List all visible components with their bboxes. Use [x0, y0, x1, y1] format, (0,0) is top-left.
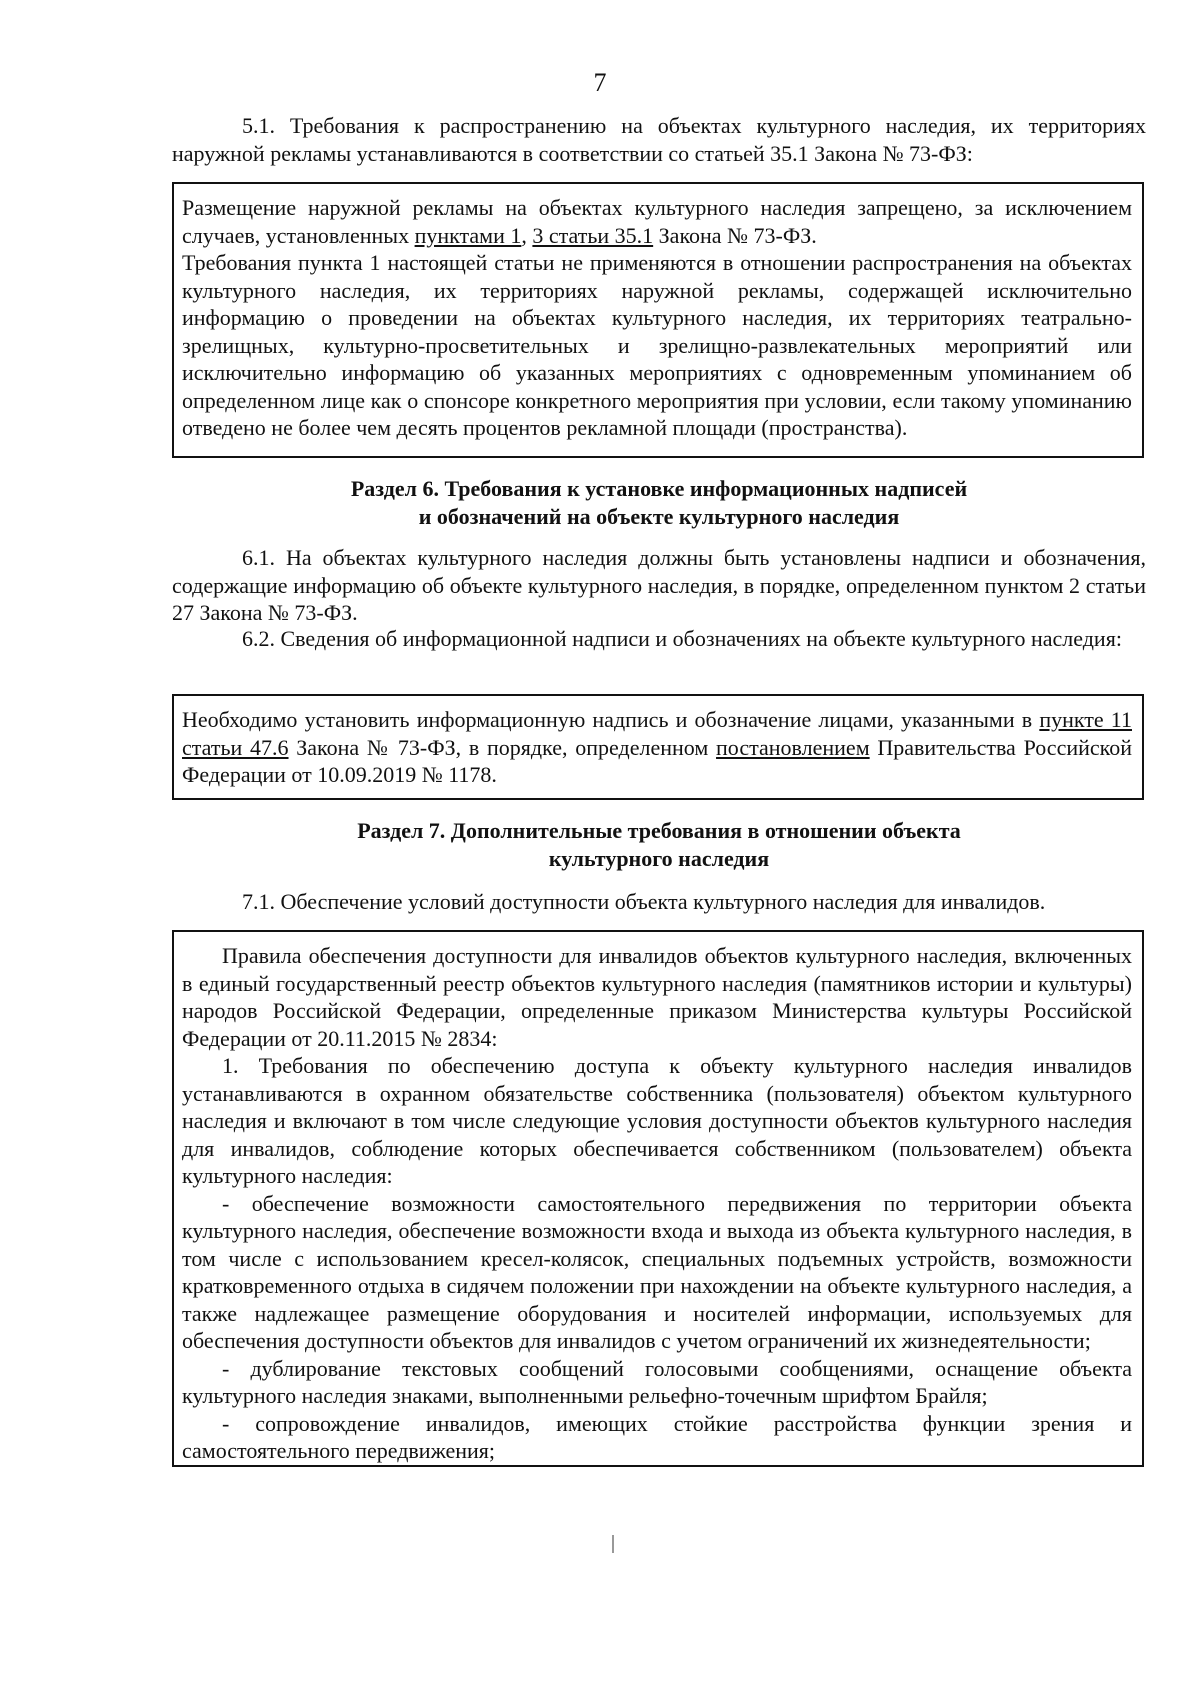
- section-6-heading-line1: Раздел 6. Требования к установке информационных надписей: [350, 476, 968, 501]
- accessibility-list-item-movement: - обеспечение возможности самостоятельного передвижения по территории объекта культурного наследия, обеспечение возможности входа и выхода из объекта культурного наследия, в том числе с использованием кресел-колясок, специальных подъемных устройств, возможности кратковременного отдыха в сидячем положении при нахождении на объекте культурного наследия, а также надлежащее размещение оборудования и носителей информации, используемых для обеспечения доступности объектов для инвалидов с учетом ограничений их жизнедеятельности;: [182, 1190, 1132, 1353]
- page-number: 7: [593, 68, 607, 97]
- paragraph-6-2: 6.2. Сведения об информационной надписи и обозначениях на объекте культурного наследия:: [242, 626, 1122, 651]
- sign-text-middle: Закона № 73-ФЗ, в порядке, определенном: [288, 734, 717, 760]
- sign-text-start: Необходимо установить информационную надпись и обозначение лицами, указанными в: [182, 707, 1040, 732]
- prohibition-text-end: Закона № 73-ФЗ.: [653, 222, 817, 248]
- section-6-heading: [172, 475, 1146, 531]
- accessibility-requirement-1: 1. Требования по обеспечению доступа к объекту культурного наследия инвалидов устанавливаются в охранном обязательстве собственника (пользователя) объектом культурного наследия и включают в том числе следующие условия доступности объектов культурного наследия для инвалидов, соблюдение которых обеспечивается собственником (пользователем) объекта культурного наследия:: [182, 1053, 1132, 1188]
- paragraph-7-1: 7.1. Обеспечение условий доступности объекта культурного наследия для инвалидов.: [242, 889, 1046, 914]
- information-sign-text: [182, 706, 1132, 789]
- information-sign-box: [172, 694, 1144, 800]
- accessibility-list-item-braille: - дублирование текстовых сообщений голосовыми сообщениями, оснащение объекта культурного наследия знаками, выполненными рельефно-точечным шрифтом Брайля;: [182, 1355, 1132, 1408]
- scan-artifact-mark: [612, 1535, 614, 1553]
- accessibility-list-item-escort: - сопровождение инвалидов, имеющих стойкие расстройства функции зрения и самостоятельного передвижения;: [182, 1410, 1132, 1463]
- law-link-article-35-1[interactable]: 3 статьи 35.1: [532, 222, 654, 248]
- sign-text-end: Правительства Российской Федерации от 10.09.2019 № 1178.: [182, 734, 1132, 787]
- link-separator: ,: [521, 222, 533, 248]
- prohibition-text-start: Размещение наружной рекламы на объектах культурного наследия запрещено, за исключением случаев, установленных: [182, 195, 1132, 248]
- resolution-link[interactable]: постановлением: [716, 734, 870, 760]
- section-7-heading: [172, 817, 1146, 873]
- law-link-point-1[interactable]: пунктами 1: [414, 222, 522, 248]
- paragraph-6-1: 6.1. На объектах культурного наследия должны быть установлены надписи и обозначения, содержащие информацию об объекте культурного наследия, в порядке, определенном пунктом 2 статьи 27 Закона № 73-ФЗ.: [172, 545, 1146, 625]
- advertising-exception-text: Требования пункта 1 настоящей статьи не применяются в отношении распространения на объектах культурного наследия, их территориях наружной рекламы, содержащей исключительно информацию о проведении на объектах культурного наследия, их территориях театрально-зрелищных, культурно-просветительных и зрелищно-развлекательных мероприятий или исключительно информацию об указанных мероприятиях с одновременным упоминанием об определенном лице как о спонсоре конкретного мероприятия при условии, если такому упоминанию отведено не более чем десять процентов рекламной площади (пространства).: [182, 250, 1132, 440]
- advertising-rules-box: [172, 182, 1144, 458]
- paragraph-5-1: 5.1. Требования к распространению на объектах культурного наследия, их территориях наружной рекламы устанавливаются в соответствии со статьей 35.1 Закона № 73-ФЗ:: [172, 113, 1146, 166]
- section-6-heading-line2: и обозначений на объекте культурного наследия: [418, 504, 900, 529]
- advertising-prohibition-text: [182, 194, 1132, 249]
- section-7-heading-line1: Раздел 7. Дополнительные требования в отношении объекта: [357, 818, 961, 843]
- accessibility-rules-intro: Правила обеспечения доступности для инвалидов объектов культурного наследия, включенных в единый государственный реестр объектов культурного наследия (памятников истории и культуры) народов Российской Федерации, определенные приказом Министерства культуры Российской Федерации от 20.11.2015 № 2834:: [182, 943, 1132, 1051]
- accessibility-rules-box: [172, 930, 1144, 1467]
- section-7-heading-line2: культурного наследия: [548, 846, 770, 871]
- law-link-article-47-6[interactable]: пункте 11 статьи 47.6: [182, 707, 1132, 760]
